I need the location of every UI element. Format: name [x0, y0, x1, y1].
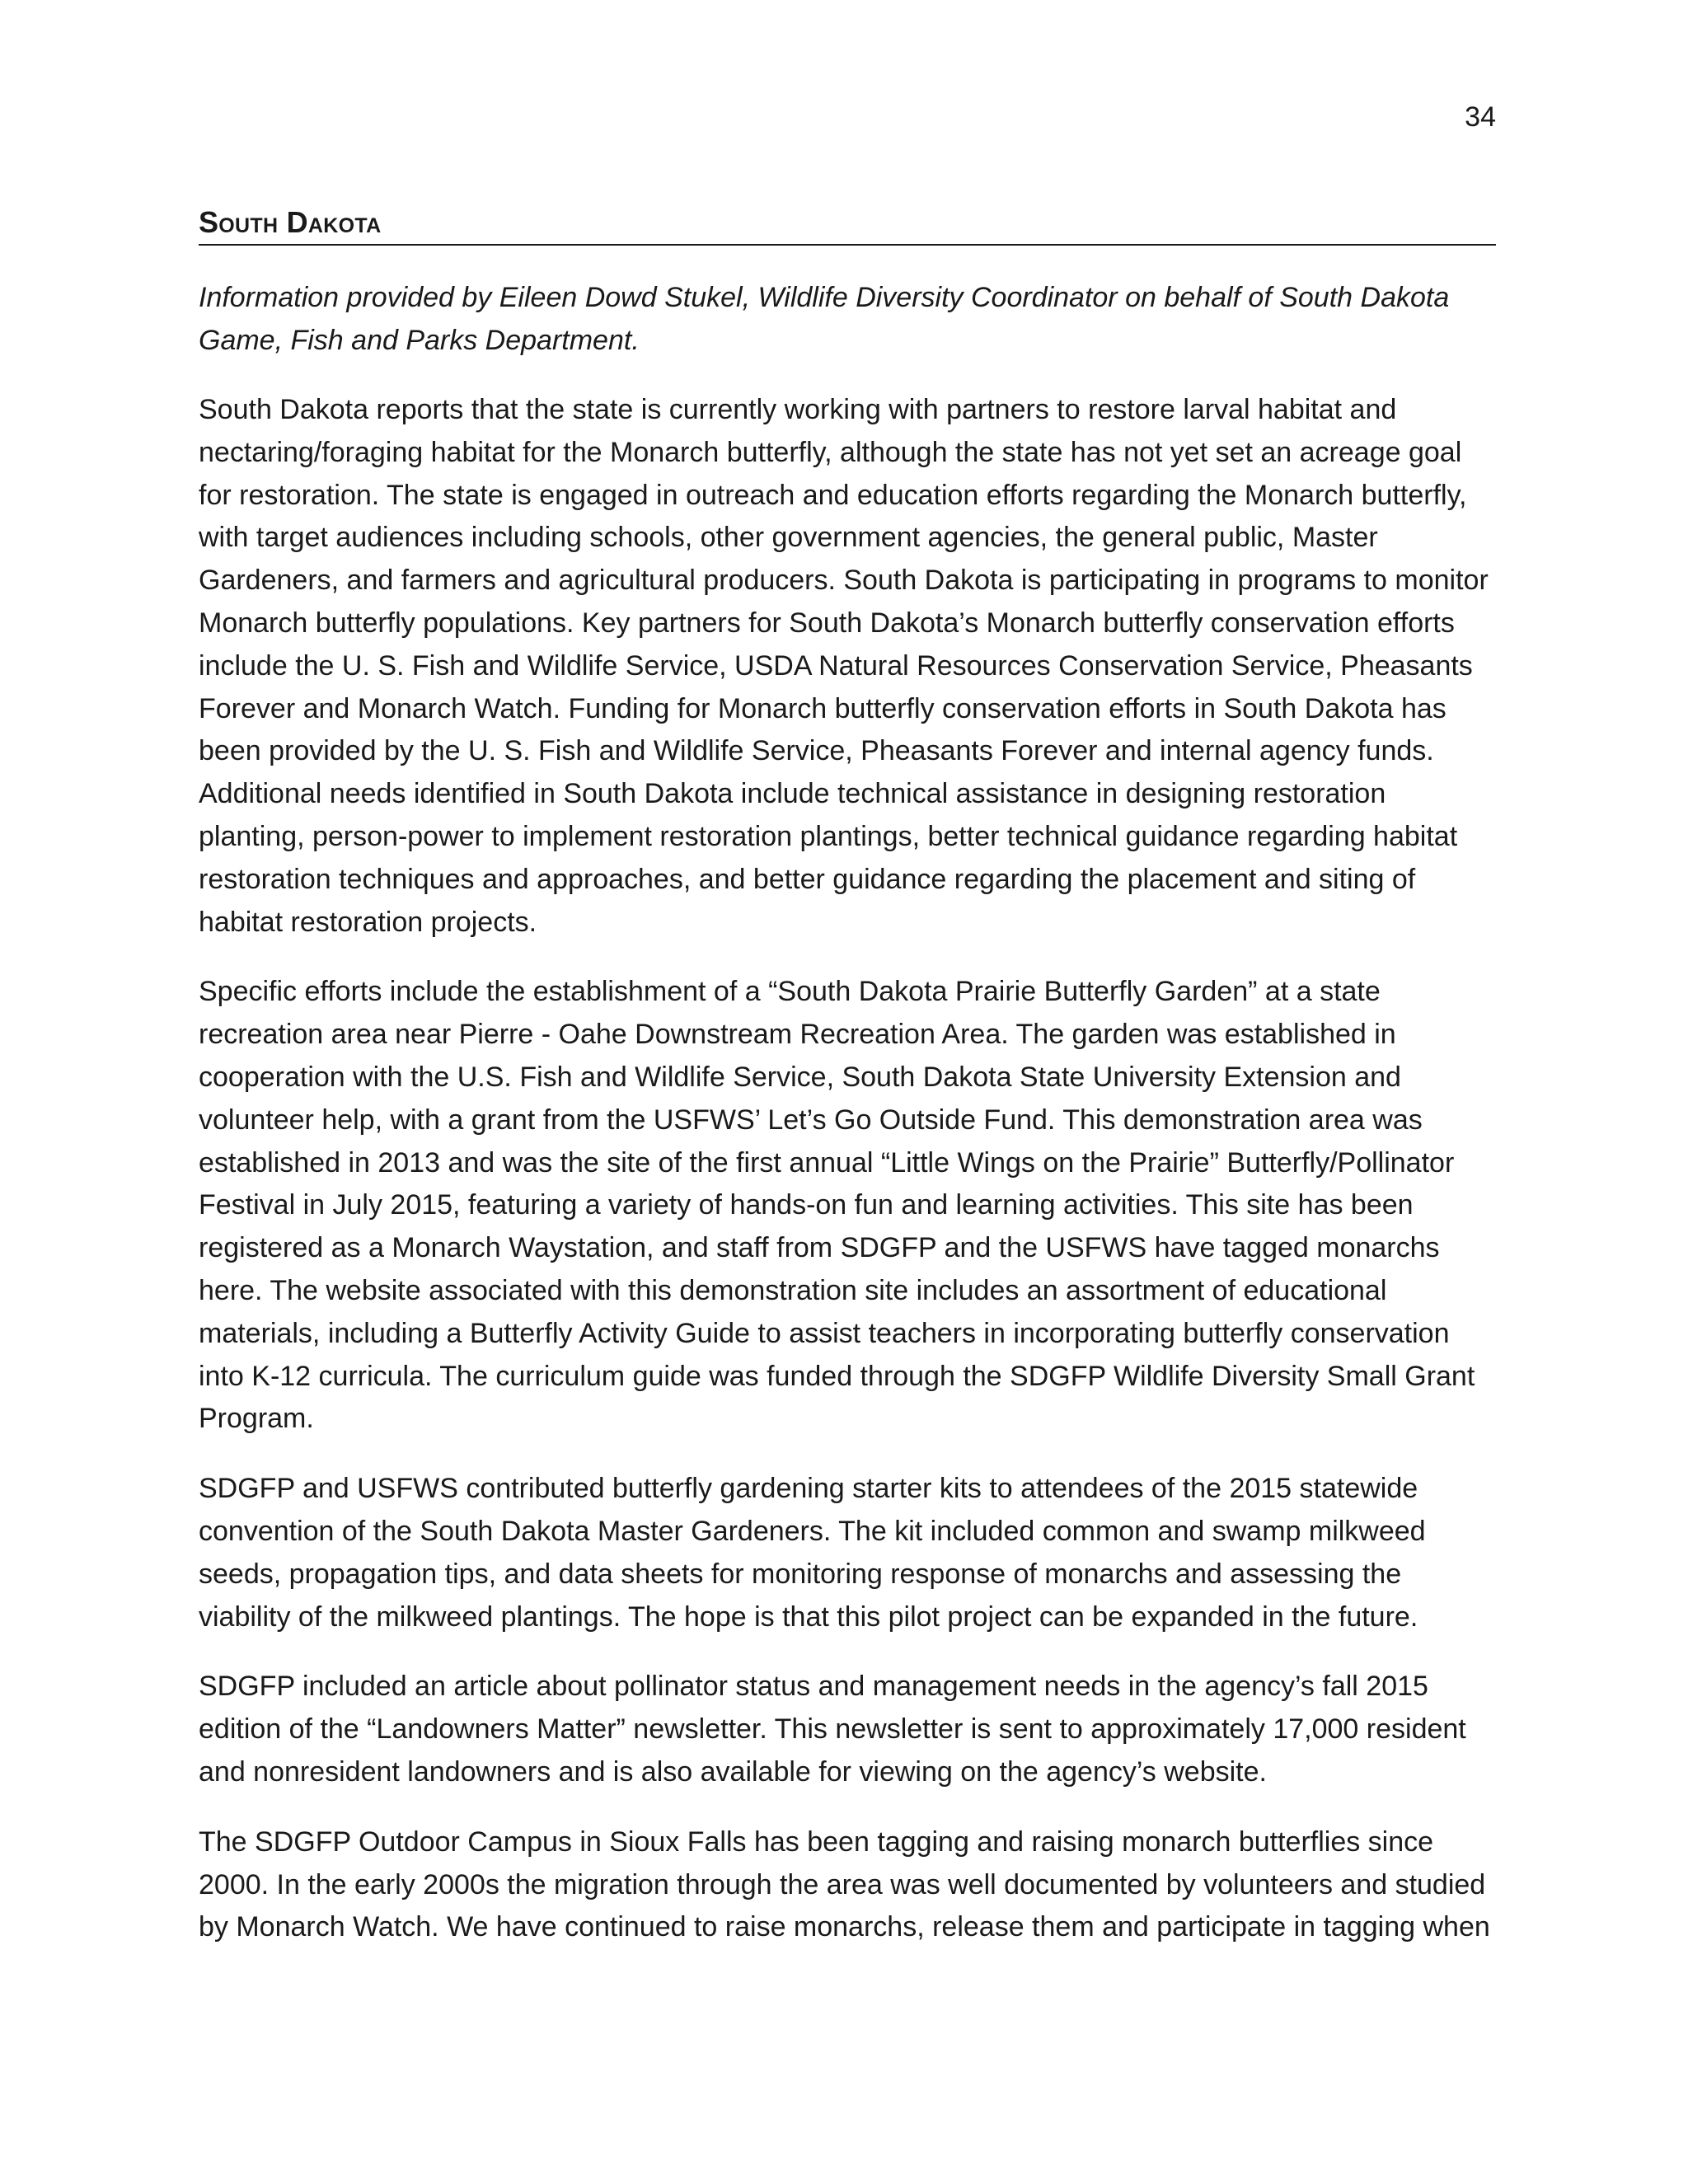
body-paragraph: SDGFP included an article about pollinator status and management needs in the agency’s fall 2015 edition of the “Landowners Matter” newsletter. This newsletter is sent to approximately 17,000 resident and nonresident landowners and is also available for viewing on the agency’s website.: [199, 1671, 1466, 1788]
body-paragraph: The SDGFP Outdoor Campus in Sioux Falls has been tagging and raising monarch butterflies since 2000. In the early 2000s the migration through the area was well documented by volunteers and studied by Monarch Watch. We have continued to raise monarchs, release them and participate in tagging when: [199, 1825, 1490, 1943]
attribution-note: Information provided by Eileen Dowd Stukel, Wildlife Diversity Coordinator on behalf of South Dakota Game, Fish and Parks Department.: [199, 282, 1450, 356]
section-heading: South Dakota: [199, 202, 1496, 246]
section-content: [199, 202, 1496, 1949]
body-paragraph: South Dakota reports that the state is currently working with partners to restore larval habitat and nectaring/foraging habitat for the Monarch butterfly, although the state has not yet set an acreage goal for restoration. The state is engaged in outreach and education efforts regarding the Monarch butterfly, with target audiences including schools, other government agencies, the general public, Master Gardeners, and farmers and agricultural producers. South Dakota is participating in programs to monitor Monarch butterfly populations. Key partners for South Dakota’s Monarch butterfly conservation efforts include the U. S. Fish and Wildlife Service, USDA Natural Resources Conservation Service, Pheasants Forever and Monarch Watch. Funding for Monarch butterfly conservation efforts in South Dakota has been provided by the U. S. Fish and Wildlife Service, Pheasants Forever and internal agency funds. Additional needs identified in South Dakota include technical assistance in designing restoration planting, person-power to implement restoration plantings, better technical guidance regarding habitat restoration techniques and approaches, and better guidance regarding the placement and siting of habitat restoration projects.: [199, 394, 1489, 938]
page-number: 34: [1465, 101, 1496, 133]
body-paragraph: Specific efforts include the establishment of a “South Dakota Prairie Butterfly Garden” at a state recreation area near Pierre - Oahe Downstream Recreation Area. The garden was established in cooperation with the U.S. Fish and Wildlife Service, South Dakota State University Extension and volunteer help, with a grant from the USFWS’ Let’s Go Outside Fund. This demonstration area was established in 2013 and was the site of the first annual “Little Wings on the Prairie” Butterfly/Pollinator Festival in July 2015, featuring a variety of hands-on fun and learning activities. This site has been registered as a Monarch Waystation, and staff from SDGFP and the USFWS have tagged monarchs here. The website associated with this demonstration site includes an assortment of educational materials, including a Butterfly Activity Guide to assist teachers in incorporating butterfly conservation into K-12 curricula. The curriculum guide was funded through the SDGFP Wildlife Diversity Small Grant Program.: [199, 976, 1475, 1435]
body-paragraph: SDGFP and USFWS contributed butterfly gardening starter kits to attendees of the 2015 statewide convention of the South Dakota Master Gardeners. The kit included common and swamp milkweed seeds, propagation tips, and data sheets for monitoring response of monarchs and assessing the viability of the milkweed plantings. The hope is that this pilot project can be expanded in the future.: [199, 1473, 1426, 1633]
